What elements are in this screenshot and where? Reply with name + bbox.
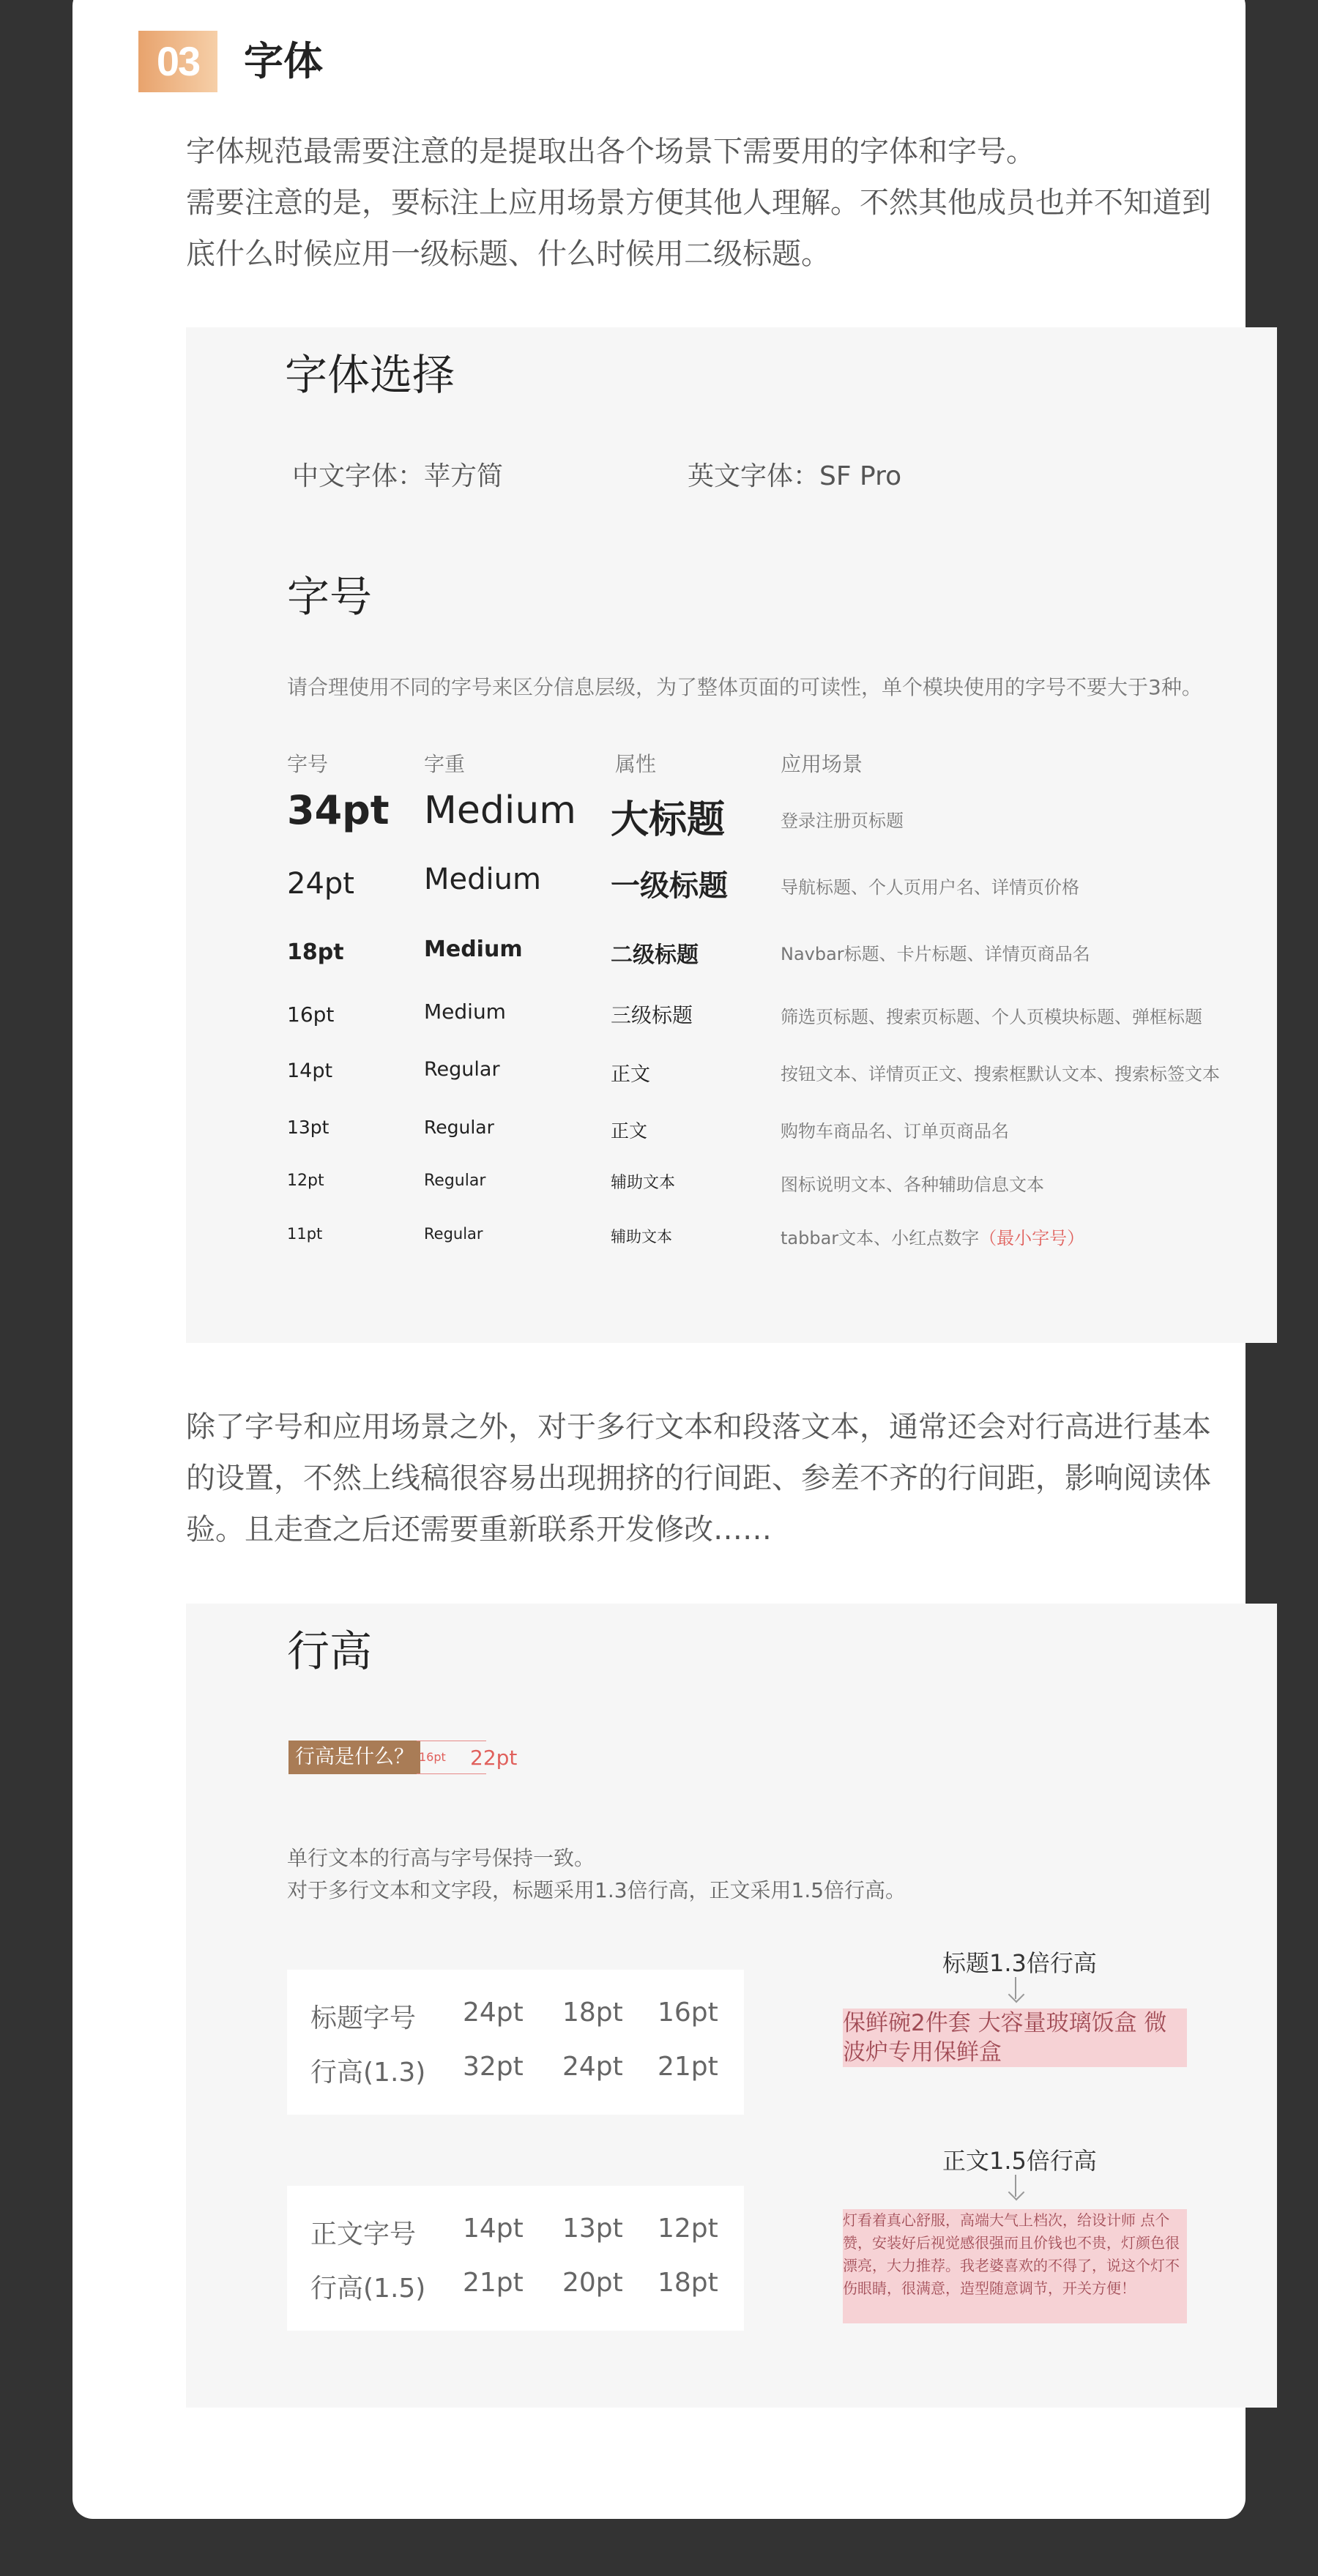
row-scene: 筛选页标题、搜索页标题、个人页模块标题、弹框标题	[781, 1007, 1202, 1027]
font-spec-panel	[186, 327, 1277, 1343]
badge-size-label: 16pt	[419, 1750, 446, 1764]
line-height-title: 行高	[287, 1626, 373, 1676]
line-height-intro-paragraph	[186, 1401, 1277, 1555]
intro-paragraph	[186, 126, 1277, 280]
body-lineheight-table	[287, 2186, 744, 2331]
body-lineheight-label: 行高(1.5)	[310, 2274, 426, 2304]
table-cell: 16pt	[658, 1998, 718, 2028]
row-attr: 正文	[611, 1063, 650, 1086]
row-scene-text: tabbar文本、小红点数字	[781, 1228, 980, 1248]
font-size-title: 字号	[287, 572, 373, 622]
table-cell: 20pt	[562, 2268, 623, 2298]
table-cell: 18pt	[658, 2268, 718, 2298]
row-weight: Medium	[424, 863, 541, 896]
table-cell: 24pt	[463, 1998, 524, 2028]
row-weight: Regular	[424, 1172, 486, 1190]
para2-line: 除了字号和应用场景之外，对于多行文本和段落文本，通常还会对行高进行基本	[186, 1410, 1211, 1444]
row-size: 34pt	[287, 787, 390, 833]
row-size: 18pt	[287, 939, 344, 965]
line-height-desc-1: 单行文本的行高与字号保持一致。	[287, 1846, 595, 1870]
intro-line: 字体规范最需要注意的是提取出各个场景下需要用的字体和字号。	[186, 135, 1035, 168]
table-cell: 24pt	[562, 2052, 623, 2082]
row-scene: 登录注册页标题	[781, 811, 904, 831]
table-cell: 13pt	[562, 2214, 623, 2244]
en-font-label: 英文字体：SF Pro	[688, 461, 902, 491]
row-attr: 正文	[611, 1120, 648, 1142]
para2-line: 的设置，不然上线稿很容易出现拥挤的行间距、参差不齐的行间距，影响阅读体	[186, 1462, 1211, 1495]
cn-font-label: 中文字体：苹方简	[292, 461, 504, 491]
table-cell: 18pt	[562, 1998, 623, 2028]
content-card	[72, 0, 1246, 2519]
row-scene: 导航标题、个人页用户名、详情页价格	[781, 877, 1079, 898]
section-number-badge: 03	[138, 31, 217, 92]
row-scene: 按钮文本、详情页正文、搜索框默认文本、搜索标签文本	[781, 1064, 1220, 1084]
row-weight: Regular	[424, 1058, 500, 1081]
row-size: 13pt	[287, 1117, 330, 1138]
title-lineheight-table	[287, 1970, 744, 2115]
title-size-label: 标题字号	[310, 2003, 417, 2033]
row-attr: 辅助文本	[611, 1174, 676, 1192]
row-weight: Regular	[424, 1117, 494, 1138]
font-choice-title: 字体选择	[285, 350, 455, 400]
intro-line: 底什么时候应用一级标题、什么时候用二级标题。	[186, 237, 830, 271]
table-cell: 14pt	[463, 2214, 524, 2244]
badge-lineheight-label: 22pt	[470, 1746, 518, 1770]
row-attr: 二级标题	[611, 942, 699, 968]
body-example-label: 正文1.5倍行高	[942, 2147, 1097, 2175]
row-size: 14pt	[287, 1060, 333, 1082]
col-header-weight: 字重	[424, 752, 466, 776]
col-header-attr: 属性	[615, 752, 657, 776]
row-size: 16pt	[287, 1002, 335, 1027]
col-header-size: 字号	[287, 752, 329, 776]
row-weight: Medium	[424, 999, 506, 1024]
arrowhead-icon	[1008, 1987, 1025, 2003]
row-size: 11pt	[287, 1225, 323, 1243]
table-cell: 21pt	[463, 2268, 524, 2298]
table-cell: 21pt	[658, 2052, 718, 2082]
title-example-label: 标题1.3倍行高	[942, 1949, 1097, 1977]
col-header-scene: 应用场景	[781, 752, 863, 776]
arrowhead-icon	[1008, 2184, 1025, 2201]
row-attr: 大标题	[611, 798, 726, 842]
smallest-size-note: （最小字号）	[979, 1228, 1085, 1248]
font-size-note: 请合理使用不同的字号来区分信息层级，为了整体页面的可读性，单个模块使用的字号不要大于3种。	[287, 675, 1202, 699]
row-weight: Regular	[424, 1225, 483, 1243]
row-scene: 购物车商品名、订单页商品名	[781, 1121, 1009, 1142]
row-attr: 一级标题	[611, 869, 728, 903]
line-height-panel	[186, 1604, 1277, 2408]
row-scene	[781, 1224, 1084, 1249]
table-cell: 12pt	[658, 2214, 718, 2244]
row-attr: 辅助文本	[611, 1228, 672, 1246]
line-height-badge: 行高是什么？	[288, 1741, 420, 1774]
section-title: 字体	[244, 38, 323, 84]
title-example-text: 保鲜碗2件套 大容量玻璃饭盒 微波炉专用保鲜盒	[843, 2009, 1187, 2067]
row-attr: 三级标题	[611, 1003, 693, 1027]
row-weight: Medium	[424, 937, 523, 962]
body-size-label: 正文字号	[310, 2219, 417, 2249]
table-cell: 32pt	[463, 2052, 524, 2082]
intro-line: 需要注意的是，要标注上应用场景方便其他人理解。不然其他成员也并不知道到	[186, 186, 1211, 220]
row-size: 24pt	[287, 867, 354, 901]
line-height-desc-2: 对于多行文本和文字段，标题采用1.3倍行高，正文采用1.5倍行高。	[287, 1878, 906, 1902]
row-scene: 图标说明文本、各种辅助信息文本	[781, 1175, 1044, 1195]
row-scene: Navbar标题、卡片标题、详情页商品名	[781, 944, 1090, 964]
para2-line: 验。且走查之后还需要重新联系开发修改……	[186, 1513, 772, 1546]
title-lineheight-label: 行高(1.3)	[310, 2058, 426, 2088]
body-example-text: 灯看着真心舒服，高端大气上档次，给设计师 点个赞，安装好后视觉感很强而且价钱也不贵，灯颜色很漂亮，大力推荐。我老婆喜欢的不得了，说这个灯不伤眼睛，很满意，造型随意调节，开关方便！	[843, 2209, 1187, 2323]
row-size: 12pt	[287, 1172, 324, 1190]
row-weight: Medium	[424, 789, 576, 833]
